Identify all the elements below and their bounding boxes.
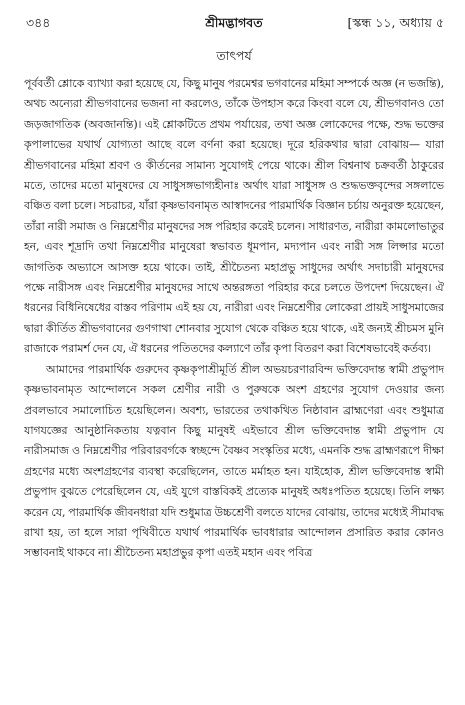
book-page bbox=[24, 12, 444, 698]
running-title: শ্রীমদ্ভাগবত bbox=[205, 15, 263, 30]
page-number: ৩৪৪ bbox=[26, 15, 51, 30]
purport-paragraph-1: পূর্ববর্তী শ্লোকে ব্যাখ্যা করা হয়েছে যে, কিছু মানুষ পরমেশ্বর ভগবানের মহিমা সম্পর্কে অজ্ঞ (ন ভজন্তি), অথচ অন্যেরা শ্রীভগবানের ভজনা না করলেও, তাঁকে উপহাস করে কিংবা বলে যে, শ্রীভগবানও তো জড়জাগতিক (অবজানন্তি)। এই শ্লোকটিতে প্রথম পর্যায়ের, তথা অজ্ঞ লোকেদের পক্ষে, শুদ্ধ ভক্তের কৃপালাভের যথার্থ যোগ্যতা আছে বলে বর্ণনা করা হয়েছে। দূরে হরিকথার দ্বারা বোঝায়— যারা শ্রীভগবানের মহিমা শ্রবণ ও কীর্তনের সামান্য সুযোগই পেয়ে থাকে। শ্রীল বিশ্বনাথ চক্রবর্তী ঠাকুরের মতে, তাদের মতো মানুষদের যে সাধুসঙ্গভাগ্যহীনাঃ অর্থাৎ যারা সাধুসঙ্গ ও শুদ্ধভক্তবৃন্দের সঙ্গলাভে বঞ্চিত বলা চলে। সচরাচর, যাঁরা কৃষ্ণভাবনামৃত আস্বাদনের পারমার্থিক বিজ্ঞান চর্চায় অনুরক্ত হয়েছেন, তাঁরা নারী সমাজ ও নিম্নশ্রেণীর মানুষদের সঙ্গ পরিহার করেই চলেন। সাধারণত, নারীরা কামলোভাতুর হন, এবং শূদ্রাদি তথা নিম্নশ্রেণীর মানুষেরা স্বভাবত ধূমপান, মদ্যপান এবং নারী সঙ্গ লিপ্সার মতো জাগতিক অভ্যাসে আসক্ত হয়ে থাকে। তাই, শ্রীচৈতন্য মহাপ্রভু সাধুদের অর্থাৎ সদাচারী মানুষদের পক্ষে নারীসঙ্গ এবং নিম্নশ্রেণীর মানুষদের সাথে অন্তরঙ্গতা পরিহার করে চলতে উপদেশ দিয়েছেন। ঐ ধরনের বিধিনিষেধের বাস্তব পরিণাম এই হয় যে, নারীরা এবং নিম্নশ্রেণীর লোকেরা প্রায়ই সাধুসমাজের দ্বারা কীর্তিত শ্রীভগবানের গুণগাথা শোনবার সুযোগ থেকে বঞ্চিত হয়ে থাকে, এই জন্যই শ্রীচমস মুনি রাজাকে পরামর্শ দেন যে, ঐ ধরনের পতিতদের কল্যাণে তাঁর কৃপা বিতরণ করা বিশেষভাবেই কর্তব্য। bbox=[24, 77, 444, 356]
purport-heading: তাৎপর্য bbox=[216, 48, 252, 63]
page-header bbox=[24, 12, 444, 34]
purport-paragraph-2: আমাদের পারমার্থিক গুরুদেব কৃষ্ণকৃপাশ্রীমূর্তি শ্রীল অভয়চরণারবিন্দ ভক্তিবেদান্ত স্বামী প্রভুপাদ কৃষ্ণভাবনামৃত আন্দোলনে সকল শ্রেণীর নারী ও পুরুষকে অংশ গ্রহণের সুযোগ দেওয়ার জন্য প্রবলভাবে সমালোচিত হয়েছিলেন। অবশ্য, ভারতের তথাকথিত নিষ্ঠাবান ব্রাহ্মণেরা এবং শুধুমাত্র যাগযজ্ঞের আনুষ্ঠানিকতায় যত্নবান কিছু মানুষই এইভাবে শ্রীল ভক্তিবেদান্ত স্বামী প্রভুপাদ যে নারীসমাজ ও নিম্নশ্রেণীর পরিবারবর্গকে স্বচ্ছন্দে বৈষ্ণব সংস্কৃতির মধ্যে, এমনকি শুদ্ধ ব্রাহ্মণরূপে দীক্ষা গ্রহণের মধ্যে অংশগ্রহণের ব্যবস্থা করেছিলেন, তাতে মর্মাহত হন। যাইহোক, শ্রীল ভক্তিবেদান্ত স্বামী প্রভুপাদ বুঝতে পেরেছিলেন যে, এই যুগে বাস্তবিকই প্রত্যেক মানুষই অধঃপতিত হয়েছে। তিনি লক্ষ্য করেন যে, পারমার্থিক জীবনধারা যদি শুধুমাত্র উচ্চশ্রেণী বলতে যাদের বোঝায়, তাদের মধ্যেই সীমাবদ্ধ রাখা হয়, তা হলে সারা পৃথিবীতে যথার্থ পারমার্থিক ভাবধারার আন্দোলন প্রসারিত করার কোনও সম্ভাবনাই থাকবে না। শ্রীচৈতন্য মহাপ্রভুর কৃপা এতই মহান এবং পবিত্র bbox=[24, 362, 444, 560]
canto-chapter-reference: [স্কন্ধ ১১, অধ্যায় ৫ bbox=[347, 15, 444, 30]
